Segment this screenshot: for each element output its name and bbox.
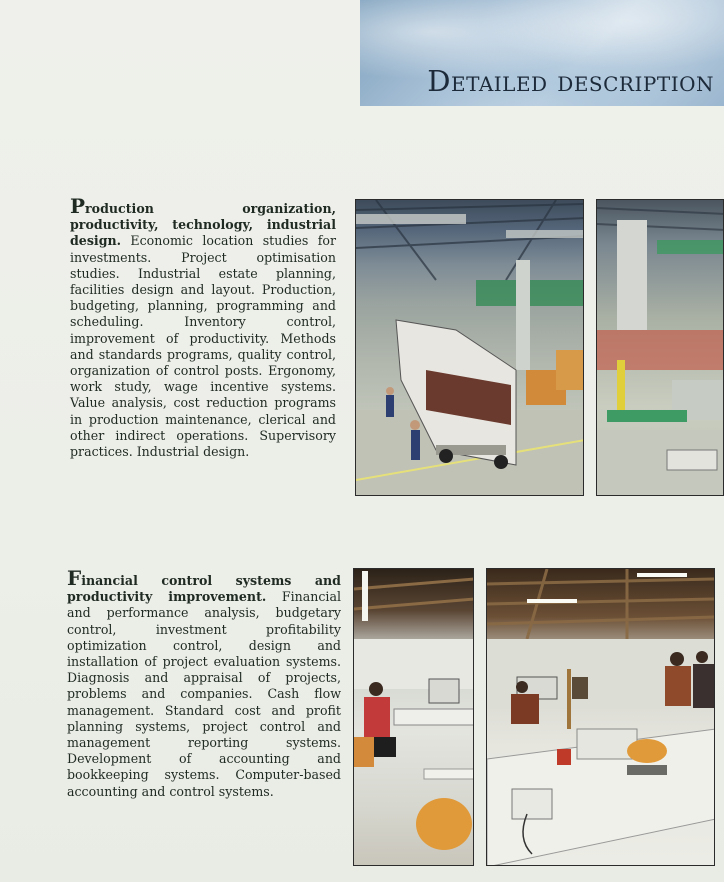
office-room-illustration (487, 569, 715, 866)
production-section-text (70, 194, 336, 460)
office-desk-photo (353, 568, 474, 866)
factory-line-illustration (597, 200, 724, 496)
factory-line-photo (596, 199, 724, 496)
header-banner (360, 0, 724, 106)
section-body: Financial and performance analysis, budgetary control, investment profitability optimization control, design and installation of project evaluation systems. Diagnosis and appraisal of projects, problems and companies. Cash flow management. Standard cost and profit planning systems, project control and management reporting systems. Development of accounting and bookkeeping systems. Computer-based accounting and control systems. (67, 589, 341, 799)
financial-section-text (67, 566, 341, 800)
drop-cap: F (67, 566, 82, 590)
factory-bus-illustration (356, 200, 584, 496)
office-desk-illustration (354, 569, 474, 866)
section-heading: roduction organization, productivity, technology, industrial design. (70, 201, 336, 249)
drop-cap: P (70, 194, 86, 218)
factory-bus-photo (355, 199, 584, 496)
section-heading: inancial control systems and productivity improvement. (67, 573, 341, 605)
page-title: Detailed description (427, 64, 714, 98)
office-room-photo (486, 568, 715, 866)
section-body: Economic location studies for investments. Project optimisation studies. Industrial estate planning, facilities design and layout. Production, budgeting, planning, programming and scheduling. Inventory control, improvement of productivity. Methods and standards programs, quality control, organization of control posts. Ergonomy, work study, wage incentive systems. Value analysis, cost reduction programs in production maintenance, clerical and other indirect operations. Supervisory practices. Industrial design. (70, 233, 336, 460)
